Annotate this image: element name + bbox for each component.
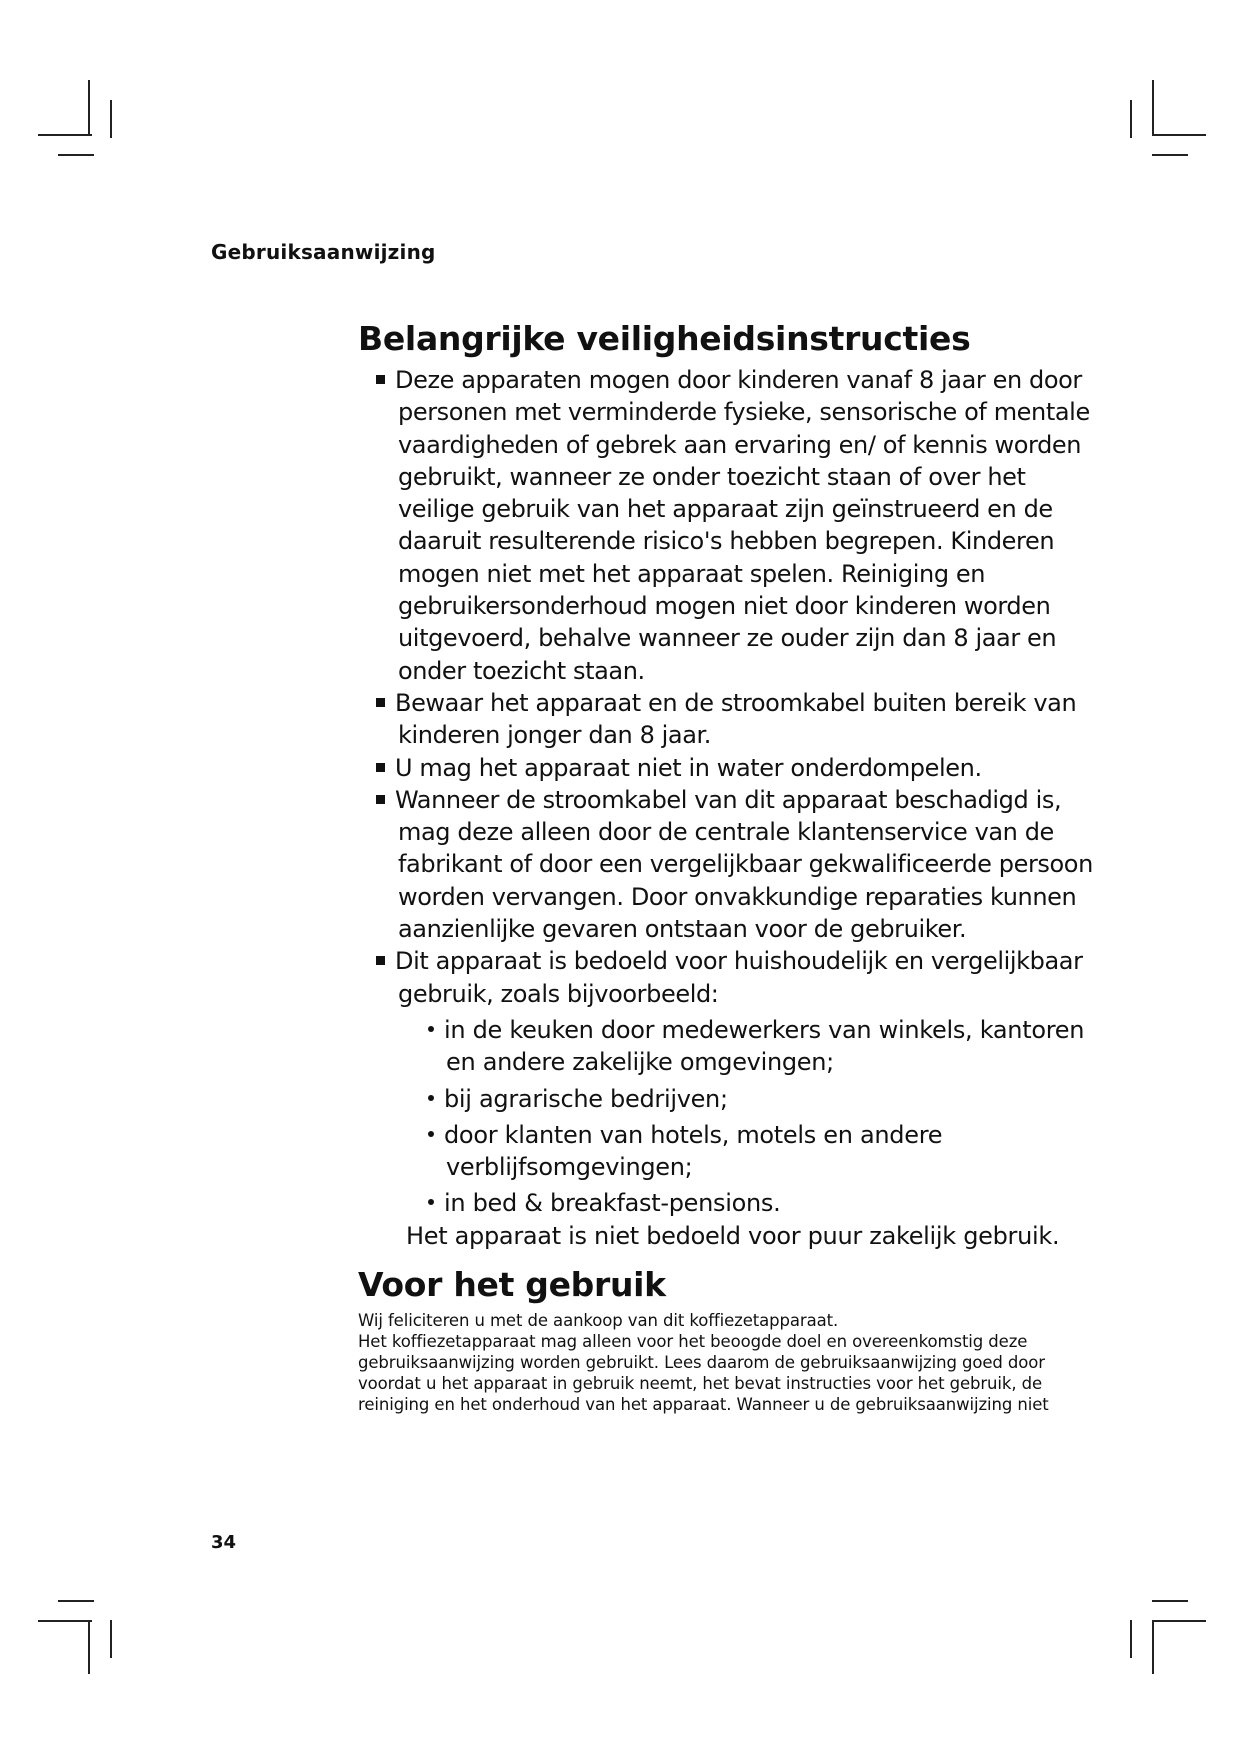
crop-mark (1152, 134, 1206, 136)
crop-mark (58, 154, 94, 156)
crop-mark (1152, 1600, 1188, 1602)
dot-bullet-icon (428, 1131, 434, 1137)
usage-heading: Voor het gebruik (358, 1265, 666, 1305)
crop-mark (88, 1620, 90, 1674)
list-item: Deze apparaten mogen door kinderen vanaf 8 jaar en door personen met verminderde fysieke, sensorische of mentale vaardigheden of gebrek aan ervaring en/ of kennis worden gebruikt, wanneer ze onder toezicht staan of over het veilige gebruik van het apparaat zijn geïnstrueerd en de daaruit resulterende risico's hebben begrepen. Kinderen mogen niet met het apparaat spelen. Reiniging en gebruikersonderhoud mogen niet door kinderen worden uitgevoerd, behalve wanneer ze ouder zijn dan 8 jaar en onder toezicht staan. (376, 364, 1098, 687)
crop-mark (38, 1620, 92, 1622)
crop-mark (58, 1600, 94, 1602)
usage-paragraph: Wij feliciteren u met de aankoop van dit koffiezetapparaat. (358, 1311, 839, 1331)
crop-mark (38, 134, 92, 136)
sub-list-item: door klanten van hotels, motels en andere verblijfsomgevingen; (428, 1119, 1098, 1184)
crop-mark (110, 100, 112, 138)
square-bullet-icon (376, 375, 385, 384)
square-bullet-icon (376, 698, 385, 707)
square-bullet-icon (376, 956, 385, 965)
usage-examples-list (398, 1014, 1098, 1220)
crop-mark (1152, 80, 1154, 134)
sub-list-item: in bed & breakfast-pensions. (428, 1187, 1098, 1219)
dot-bullet-icon (428, 1199, 434, 1205)
crop-mark (1130, 1620, 1132, 1658)
crop-mark (1152, 1620, 1206, 1622)
dot-bullet-icon (428, 1026, 434, 1032)
usage-paragraph: Het koffiezetapparaat mag alleen voor het beoogde doel en overeenkomstig deze gebruiksaanwijzing worden gebruikt. Lees daarom de gebruiksaanwijzing goed door voordat u het apparaat in gebruik neemt, het bevat instructies voor het gebruik, de reiniging en het onderhoud van het apparaat. Wanneer u de gebruiksaanwijzing niet (358, 1332, 1049, 1415)
sub-list-item: in de keuken door medewerkers van winkels, kantoren en andere zakelijke omgevingen; (428, 1014, 1098, 1079)
sub-list-item: bij agrarische bedrijven; (428, 1083, 1098, 1115)
list-item: Wanneer de stroomkabel van dit apparaat beschadigd is, mag deze alleen door de centrale klantenservice van de fabrikant of door een vergelijkbaar gekwalificeerde persoon worden vervangen. Door onvakkundige reparaties kunnen aanzienlijke gevaren ontstaan voor de gebruiker. (376, 784, 1098, 945)
square-bullet-icon (376, 795, 385, 804)
safety-bullet-list (358, 364, 1098, 1220)
main-content (358, 318, 1098, 1415)
running-header: Gebruiksaanwijzing (211, 240, 436, 264)
crop-mark (88, 80, 90, 134)
dot-bullet-icon (428, 1095, 434, 1101)
square-bullet-icon (376, 763, 385, 772)
usage-note: Het apparaat is niet bedoeld voor puur zakelijk gebruik. (406, 1221, 1060, 1250)
list-item: Bewaar het apparaat en de stroomkabel buiten bereik van kinderen jonger dan 8 jaar. (376, 687, 1098, 752)
page-number: 34 (211, 1532, 237, 1553)
crop-mark (110, 1620, 112, 1658)
crop-mark (1130, 100, 1132, 138)
list-item: U mag het apparaat niet in water onderdompelen. (376, 752, 1098, 784)
crop-mark (1152, 1620, 1154, 1674)
list-item: Dit apparaat is bedoeld voor huishoudelijk en vergelijkbaar gebruik, zoals bijvoorbeeld: in de keuken door medewerkers van winkels, kantoren en andere zakelijke omgevingen; bij agrarische bedrijven; door klanten van hotels, motels en andere verblijfsomgevingen; in bed & breakfast-pensions. (376, 945, 1098, 1219)
safety-heading: Belangrijke veiligheidsinstructies (358, 319, 971, 358)
crop-mark (1152, 154, 1188, 156)
